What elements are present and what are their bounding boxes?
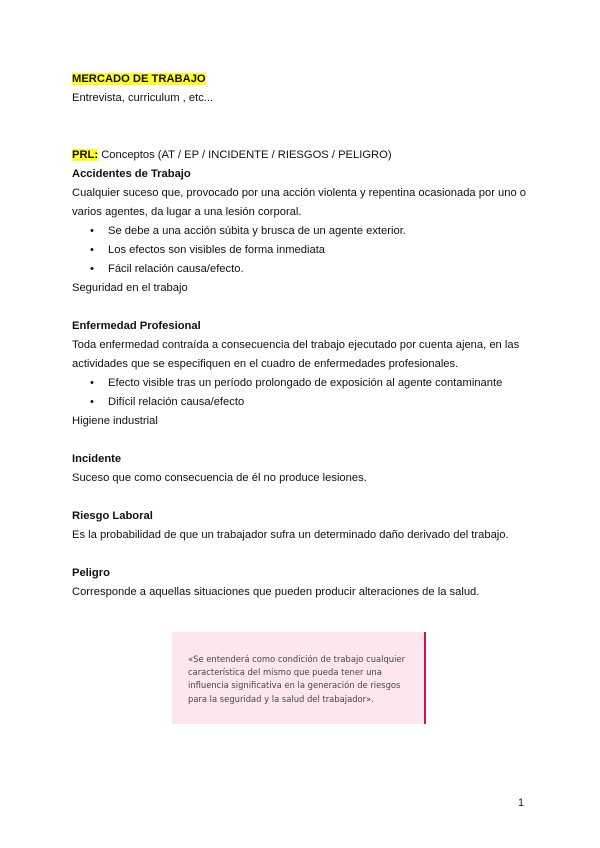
page-number: 1 xyxy=(518,797,525,809)
prl-text: Conceptos (AT / EP / INCIDENTE / RIESGOS / PELIGRO) xyxy=(98,149,392,161)
prl-line xyxy=(72,146,532,165)
quote-text: «Se entenderá como condición de trabajo cualquier característica del mismo que pueda tener una influencia significativa en la generación de riesgos para la seguridad y la salud del trabajador». xyxy=(188,654,406,704)
list-item: • Fácil relación causa/efecto. xyxy=(108,260,532,279)
prl-label: PRL: xyxy=(72,149,99,161)
mercado-text: Entrevista, curriculum , etc... xyxy=(72,92,214,104)
riesgo-definition: Es la probabilidad de que un trabajador sufra un determinado daño derivado del trabajo. xyxy=(72,529,509,541)
peligro-title: Peligro xyxy=(72,567,110,579)
enfermedad-footer: Higiene industrial xyxy=(72,415,158,427)
peligro-definition: Corresponde a aquellas situaciones que pueden producir alteraciones de la salud. xyxy=(72,586,480,598)
enfermedad-bullets xyxy=(72,374,532,412)
accidentes-footer: Seguridad en el trabajo xyxy=(72,282,188,294)
list-item: • Los efectos son visibles de forma inmediata xyxy=(108,241,532,260)
quote-box xyxy=(172,632,426,724)
accidentes-bullets xyxy=(72,222,532,279)
incidente-title: Incidente xyxy=(72,453,122,465)
accidentes-title: Accidentes de Trabajo xyxy=(72,168,191,180)
enfermedad-title: Enfermedad Profesional xyxy=(72,320,201,332)
mercado-heading: MERCADO DE TRABAJO xyxy=(72,73,206,85)
list-item: • Efecto visible tras un período prolongado de exposición al agente contaminante xyxy=(108,374,532,393)
list-item: • Difícil relación causa/efecto xyxy=(108,393,532,412)
document-body xyxy=(72,70,532,602)
accidentes-definition: Cualquier suceso que, provocado por una acción violenta y repentina ocasionada por uno o varios agentes, da lugar a una lesión corporal. xyxy=(72,187,527,218)
riesgo-title: Riesgo Laboral xyxy=(72,510,153,522)
incidente-definition: Suceso que como consecuencia de él no produce lesiones. xyxy=(72,472,367,484)
list-item: • Se debe a una acción súbita y brusca de un agente exterior. xyxy=(108,222,532,241)
enfermedad-definition: Toda enfermedad contraída a consecuencia del trabajo ejecutado por cuenta ajena, en las actividades que se especifiquen en el cuadro de enfermedades profesionales. xyxy=(72,339,520,370)
